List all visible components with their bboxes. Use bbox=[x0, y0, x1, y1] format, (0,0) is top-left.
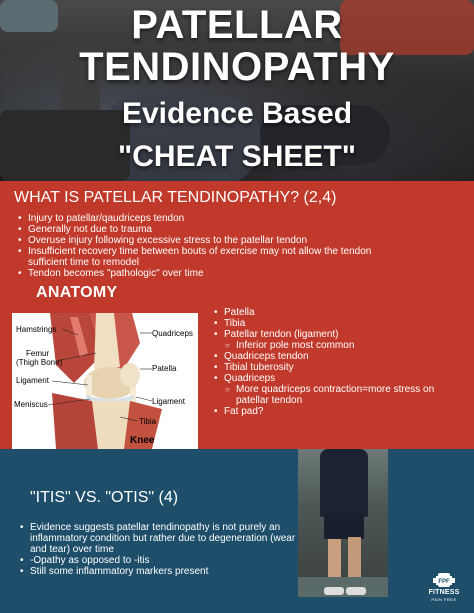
list-item: • Generally not due to trauma bbox=[16, 224, 378, 235]
sub-list-item: ○ More quadriceps contraction=more stress on patellar tendon bbox=[212, 384, 464, 406]
list-item: • Evidence suggests patellar tendinopathy is not purely an inflammatory condition but rather due to degeneration (wear and tear) over time bbox=[18, 522, 300, 555]
logo-mark-icon bbox=[433, 571, 455, 589]
list-item: • Patella bbox=[212, 307, 464, 318]
knee-anatomy-figure bbox=[12, 313, 198, 465]
list-item: • Insufficient recovery time between bouts of exercise may not allow the tendon sufficient time to remodel bbox=[16, 246, 378, 268]
list-item: • Tendon becomes "pathologic" over time bbox=[16, 268, 378, 279]
title-line1: PATELLAR bbox=[131, 3, 343, 47]
list-item: • Quadriceps tendon bbox=[212, 351, 464, 362]
definition-list bbox=[16, 213, 378, 279]
list-item: • Injury to patellar/qaudriceps tendon bbox=[16, 213, 378, 224]
label-quadriceps: Quadriceps bbox=[152, 329, 193, 338]
tagline: "CHEAT SHEET" bbox=[118, 140, 356, 173]
list-item: • Fat pad? bbox=[212, 406, 464, 417]
patient-photo bbox=[298, 449, 388, 597]
label-knee: Knee bbox=[130, 435, 155, 446]
subtitle: Evidence Based bbox=[121, 97, 353, 130]
what-is-section bbox=[0, 181, 474, 449]
logo-mark-text: FPF bbox=[438, 579, 450, 585]
label-thigh-bone: (Thigh Bone) bbox=[16, 358, 63, 367]
sub-list-item: ○ Inferior pole most common bbox=[212, 340, 464, 351]
list-item: • -Opathy as opposed to -itis bbox=[18, 555, 300, 566]
label-ligament-right: Ligament bbox=[152, 397, 185, 406]
logo-name: FITNESS bbox=[428, 589, 460, 596]
label-hamstrings: Hamstrings bbox=[16, 325, 57, 334]
logo-subtitle: PAIN FREE bbox=[431, 597, 457, 602]
list-item: • Patellar tendon (ligament) bbox=[212, 329, 464, 340]
hero-banner bbox=[0, 0, 474, 181]
label-femur: Femur bbox=[26, 349, 50, 358]
section2-heading: "ITIS" VS. "OTIS" (4) bbox=[30, 489, 179, 506]
list-item: • Tibial tuberosity bbox=[212, 362, 464, 373]
label-ligament-left: Ligament bbox=[16, 376, 49, 385]
itis-vs-otis-section bbox=[0, 449, 474, 613]
anatomy-heading: ANATOMY bbox=[36, 284, 118, 301]
title-line2: TENDINOPATHY bbox=[79, 45, 395, 89]
list-item: • Still some inflammatory markers present bbox=[18, 566, 300, 577]
section1-heading: WHAT IS PATELLAR TENDINOPATHY? (2,4) bbox=[14, 189, 337, 206]
list-item: • Tibia bbox=[212, 318, 464, 329]
anatomy-list bbox=[212, 307, 464, 417]
label-meniscus: Meniscus bbox=[14, 400, 48, 409]
list-item: • Overuse injury following excessive stress to the patellar tendon bbox=[16, 235, 378, 246]
label-patella: Patella bbox=[152, 364, 177, 373]
fitness-pain-free-logo bbox=[416, 571, 472, 611]
itis-list bbox=[18, 522, 300, 577]
list-item: • Quadriceps bbox=[212, 373, 464, 384]
label-tibia: Tibia bbox=[139, 417, 157, 426]
